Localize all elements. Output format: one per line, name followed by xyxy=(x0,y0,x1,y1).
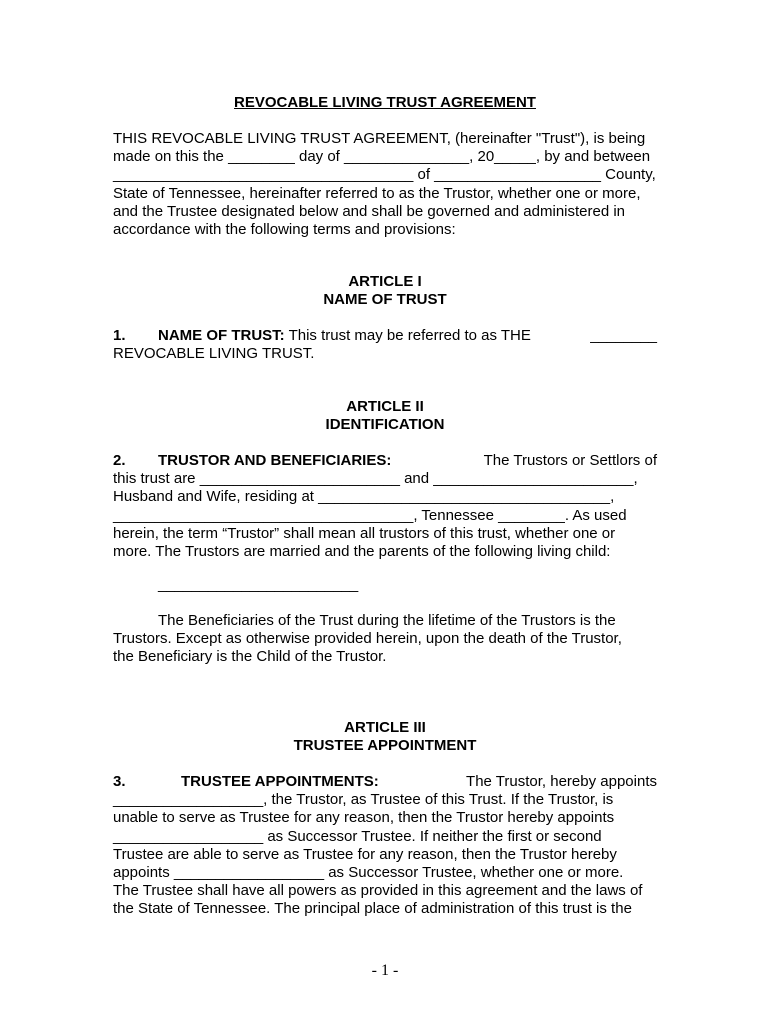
intro-paragraph xyxy=(113,130,657,239)
article-2-line: this trust are ________________________ and ________________________, xyxy=(113,470,638,488)
article-3-line: the State of Tennessee. The principal place of administration of this trust is the xyxy=(113,900,632,918)
section-label: TRUSTEE APPOINTMENTS: xyxy=(181,773,379,790)
section-text: The Trustors or Settlors of xyxy=(483,452,657,469)
article-3-heading: ARTICLE III xyxy=(344,719,426,736)
intro-line: State of Tennessee, hereinafter referred to as the Trustor, whether one or more, xyxy=(113,184,641,202)
beneficiaries-line: The Beneficiaries of the Trust during the lifetime of the Trustors is the xyxy=(158,612,616,629)
article-2-line: ____________________________________, Tennessee ________. As used xyxy=(113,506,627,524)
article-3-line: __________________ as Successor Trustee. If neither the first or second xyxy=(113,827,602,845)
article-2-line: more. The Trustors are married and the parents of the following living child: xyxy=(113,543,611,561)
child-name-blank: ________________________ xyxy=(158,576,359,593)
intro-line: accordance with the following terms and provisions: xyxy=(113,221,456,239)
section-number: 3. xyxy=(113,773,126,790)
page-number: - 1 - xyxy=(371,962,399,979)
article-3-paragraph xyxy=(113,773,657,919)
article-1-line xyxy=(113,327,657,345)
document-page xyxy=(113,0,657,1024)
article-2-paragraph xyxy=(113,452,657,561)
section-text: This trust may be referred to as THE xyxy=(284,327,531,344)
intro-line: THIS REVOCABLE LIVING TRUST AGREEMENT, (hereinafter "Trust"), is being xyxy=(113,130,646,147)
article-3-line: Trustee are able to serve as Trustee for any reason, then the Trustor hereby xyxy=(113,845,617,863)
article-1-line: REVOCABLE LIVING TRUST. xyxy=(113,345,315,363)
article-1-heading: ARTICLE I xyxy=(348,273,422,290)
intro-line: and the Trustee designated below and shall be governed and administered in xyxy=(113,202,626,220)
article-2-line: Husband and Wife, residing at ___________________________________, xyxy=(113,488,615,506)
intro-line: made on this the ________ day of _______________, 20_____, by and between xyxy=(113,148,651,166)
article-3-line: unable to serve as Trustee for any reason, then the Trustor hereby appoints xyxy=(113,809,615,827)
article-3-line: The Trustee shall have all powers as provided in this agreement and the laws of xyxy=(113,882,643,900)
beneficiaries-paragraph xyxy=(113,612,657,667)
section-label: NAME OF TRUST: xyxy=(158,327,285,344)
section-number: 1. xyxy=(113,327,126,344)
article-3-line: appoints __________________ as Successor Trustee, whether one or more. xyxy=(113,864,624,882)
intro-line: ____________________________________ of ____________________ County, xyxy=(113,166,656,184)
article-2-subheading: IDENTIFICATION xyxy=(325,416,445,433)
beneficiaries-line: Trustors. Except as otherwise provided herein, upon the death of the Trustor, xyxy=(113,630,622,648)
document-title: REVOCABLE LIVING TRUST AGREEMENT xyxy=(234,94,536,111)
article-1-paragraph xyxy=(113,327,657,363)
section-text: The Trustor, hereby appoints xyxy=(466,773,657,790)
article-2-line: herein, the term “Trustor” shall mean all trustors of this trust, whether one or xyxy=(113,524,616,542)
article-3-subheading: TRUSTEE APPOINTMENT xyxy=(293,737,477,754)
section-label: TRUSTOR AND BENEFICIARIES: xyxy=(158,452,392,469)
article-1-subheading: NAME OF TRUST xyxy=(323,291,447,308)
article-2-line xyxy=(113,452,657,470)
beneficiaries-line: the Beneficiary is the Child of the Trustor. xyxy=(113,648,387,666)
section-number: 2. xyxy=(113,452,126,469)
article-2-heading: ARTICLE II xyxy=(346,398,424,415)
article-3-line: __________________, the Trustor, as Trustee of this Trust. If the Trustor, is xyxy=(113,791,614,809)
trust-name-blank: ________ xyxy=(590,327,657,344)
article-3-line xyxy=(113,773,657,791)
